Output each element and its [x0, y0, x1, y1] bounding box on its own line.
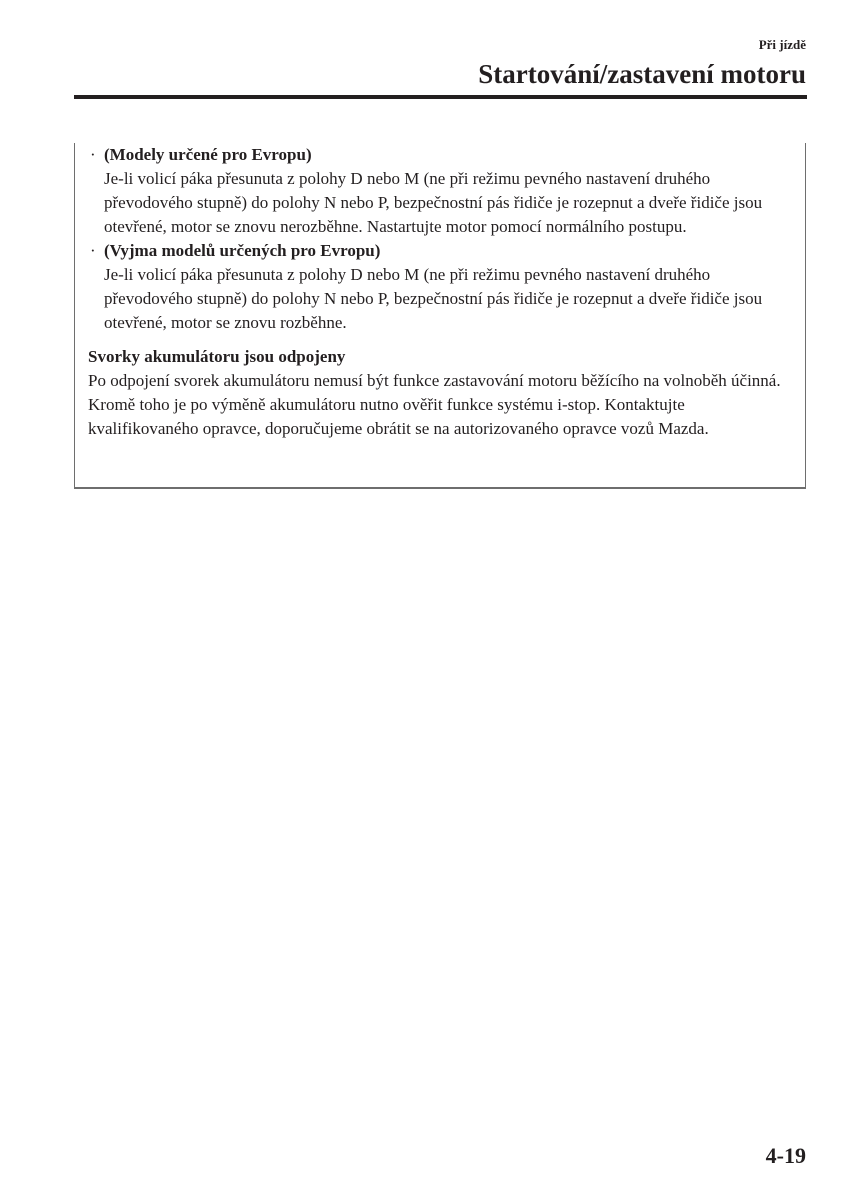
- bullet-text: Je-li volicí páka přesunuta z polohy D nebo M (ne při režimu pevného nastavení druhého převodového stupně) do polohy N nebo P, bezpečnostní pás řidiče je rozepnut a dveře řidiče jsou otevřené, motor se znovu rozběhne.: [104, 265, 763, 332]
- battery-text: Po odpojení svorek akumulátoru nemusí být funkce zastavování motoru běžícího na volnoběh účinná. Kromě toho je po výměně akumulátoru nutno ověřit funkce systému i-stop. Kontaktujte kvalifikovaného opravce, doporučujeme obrátit se na autorizovaného opravce vozů Mazda.: [88, 371, 781, 438]
- notice-box: [74, 143, 806, 489]
- battery-heading: Svorky akumulátoru jsou odpojeny: [88, 347, 346, 366]
- list-item: [88, 239, 805, 335]
- bullet-list: [88, 143, 805, 335]
- bullet-marker: ·: [90, 241, 96, 260]
- bullet-text: Je-li volicí páka přesunuta z polohy D nebo M (ne při režimu pevného nastavení druhého převodového stupně) do polohy N nebo P, bezpečnostní pás řidiče je rozepnut a dveře řidiče jsou otevřené, motor se znovu nerozběhne. Nastartujte motor pomocí normálního postupu.: [104, 169, 763, 236]
- page-number: 4-19: [765, 1143, 806, 1168]
- bullet-marker: ·: [90, 145, 96, 164]
- bullet-heading: (Modely určené pro Evropu): [104, 145, 312, 164]
- title-rule: [74, 95, 807, 99]
- list-item: [88, 143, 805, 239]
- bullet-heading: (Vyjma modelů určených pro Evropu): [104, 241, 381, 260]
- page-title: Startování/zastavení motoru: [478, 59, 806, 89]
- section-label: Při jízdě: [758, 37, 806, 52]
